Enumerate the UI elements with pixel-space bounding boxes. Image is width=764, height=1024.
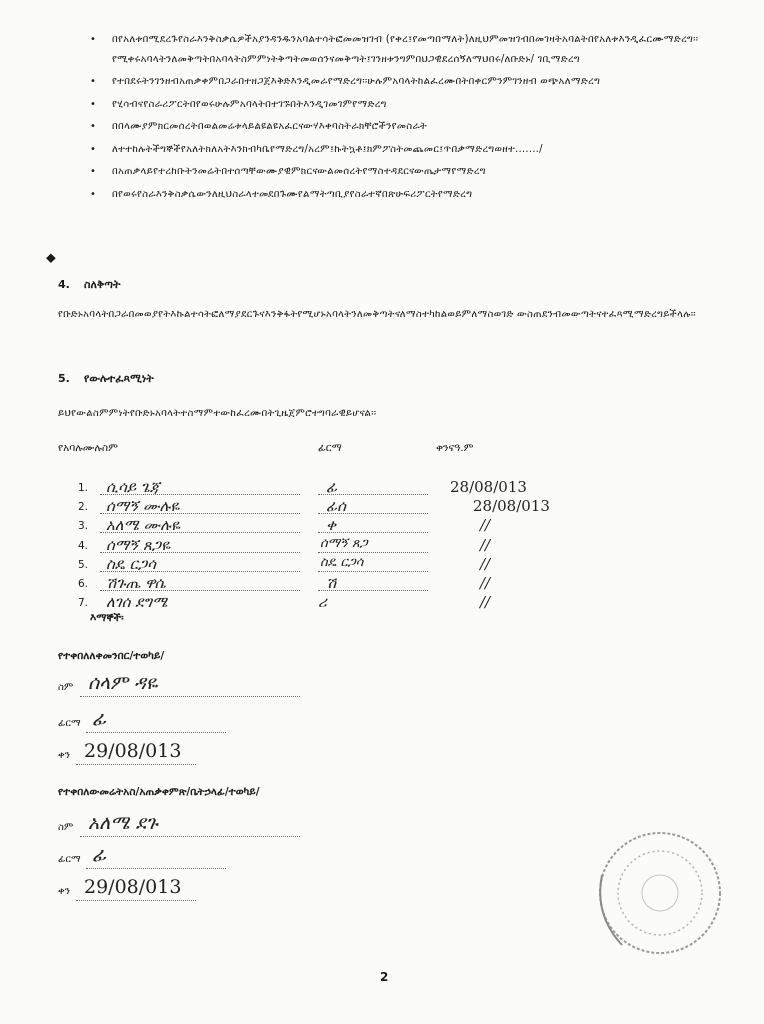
column-header-date: ቀንናዓ.ም	[436, 442, 474, 454]
signature-row: 1. ሲሳይ ጌጃ ፊ 28/08/013	[78, 478, 527, 496]
bullet-item: • የሂሳብናየስራሪፖርትበየወሩሁሉምአባላትበተገኙበትእንዲገመገምየማድረግ	[86, 95, 726, 115]
member-signature: ፊሰ	[326, 497, 346, 515]
member-date: //	[480, 516, 491, 534]
bullet-dot-icon: •	[90, 121, 97, 132]
member-date: //	[480, 593, 491, 611]
bullet-item: • ለተተከሉትችግኞችየአለትክለአትእንክብካቤየማድረግ/አረም፤ኩትኳቶ፤ክምፖስትመጨመር፤ጥበቃማድረግወዘተ......./	[86, 140, 726, 160]
bullet-list	[86, 30, 726, 207]
bullet-dot-icon: •	[90, 34, 97, 45]
margin-mark: ⬥	[46, 250, 56, 266]
member-name: ሽጉጤ ዋሴ	[106, 574, 166, 592]
bullet-item: • በየወሩየስራእንቅስቃሴውንለዚህስራላተመደበጉሙየልማትጣቢያየስራተኛበጽሁፍሪፖርትየማድረግ	[86, 185, 726, 205]
member-name: አለሜ ሙሉዬ	[106, 516, 181, 534]
member-name: ለገሰ ደግሜ	[106, 593, 168, 611]
receiver-kebele-signature-field: ፊርማ ፊ	[58, 712, 358, 736]
column-header-name: የአባሉሙሉስም	[58, 442, 118, 454]
member-signature: ሽ	[326, 574, 337, 592]
member-signature: ፊ	[326, 478, 338, 496]
bullet-dot-icon: •	[90, 143, 97, 155]
member-name: ስዴ ርጋሳ	[106, 555, 156, 573]
bullet-dot-icon: •	[90, 188, 97, 200]
receiver-office-title: የተቀበለውመሬትአስ/አጠቃቀምጽ/ቤትኃላፊ/ተወካይ/	[58, 786, 260, 798]
receiver-kebele-name-field: ስም ሰላም ዳዬ	[58, 676, 358, 700]
member-date: //	[480, 536, 491, 554]
official-stamp-icon	[582, 815, 732, 975]
receiver-office-name-field: ስም አለሜ ደጉ	[58, 816, 358, 840]
member-name: ሰማኝ ጸጋዬ	[106, 536, 171, 554]
signature-row: 2. ሰማኝ ሙሉዬ ፊሰ 28/08/013	[78, 497, 550, 515]
member-date: 28/08/013	[473, 497, 550, 515]
member-signature: ስዴ ርጋሳ	[320, 555, 364, 570]
signature-row: 7. ለገሰ ደግሜ ሪ //	[78, 593, 491, 611]
signature-row: 5. ስዴ ርጋሳ ስዴ ርጋሳ //	[78, 555, 491, 573]
bullet-dot-icon: •	[90, 166, 97, 177]
member-name: ሲሳይ ጌጃ	[106, 478, 160, 496]
section-5-heading: 5. የውሉተፈጻሚነት	[58, 372, 154, 385]
receiver-kebele-date-field: ቀን 29/08/013	[58, 744, 358, 768]
bullet-item: • በአጠቃላይየተረከቡትንመሬትበተሰጣቸውሙያዊምክርናውልመሰረትየማስተዳደርናውጤታማየማድረግ	[86, 162, 726, 182]
section-5-body: ይህየውልስምምነትየቡድኑአባላትተስማምተውከፈረሙበትጊዜጀምሮተግባራዊይሆናል፡፡	[58, 408, 377, 419]
receiver-office-signature-field: ፊርማ ፊ	[58, 848, 358, 872]
witnesses-label: እማኞች፡	[90, 612, 124, 624]
section-4-body: የቡድኑአባላትበጋራበመወያየትእኩልተሳትፎለማያደርጉናእንቅፋትየሚሆኑአባላትንለመቅጣትናለማስተካከልወይምለማስወገድ ውስጠደንብመውጣትናተፈጻሚማድረግይችላሉ፡፡	[58, 309, 696, 320]
member-signature: ሪ	[318, 593, 327, 611]
bullet-item: • በየአለቱበሚደረጉየስራእንቅስቃሴዎችአያንዳንዱንአባልተሳትፎመመዝገብ (የቀረ፤የመጣበማለት)ለዚህምመዝገብበመገዛትአባልትበየአለቱእንዲፈርሙማድረግ፡፡የሚቀሩአባላትንለመቅጣትበአባላትስምምነትቅጣትመወሰንናመቅጣት፤ገንዘቱንግምበህጋዊደረሰኝለማህበሩ/ለቡድኑ/ ገቢማድረግ	[86, 30, 726, 69]
bullet-dot-icon: •	[90, 98, 97, 110]
member-signature: ቀ	[326, 516, 337, 534]
bullet-item: • በበላሙያምክርመሰረትበወልመሬቱላይልዩልዩአፈርናውሃእቀባስትራክቸሮችንየመስራት	[86, 117, 726, 137]
receiver-office-date-field: ቀን 29/08/013	[58, 880, 358, 904]
receiver-kebele-title: የተቀበለለቀመንበር/ተወካይ/	[58, 650, 165, 662]
signature-row: 3. አለሜ ሙሉዬ ቀ //	[78, 516, 491, 534]
member-date: //	[480, 555, 491, 573]
member-date: //	[480, 574, 491, 592]
page-number: 2	[380, 970, 389, 984]
member-name: ሰማኝ ሙሉዬ	[106, 497, 180, 515]
member-date: 28/08/013	[450, 478, 527, 496]
section-4-heading: 4. ስለቅጣት	[58, 278, 121, 291]
bullet-dot-icon: •	[90, 76, 97, 87]
member-signature: ሰማኝ ጸጋ	[320, 536, 368, 551]
signature-row: 4. ሰማኝ ጸጋዬ ሰማኝ ጸጋ //	[78, 536, 491, 554]
signature-row: 6. ሽጉጤ ዋሴ ሽ //	[78, 574, 491, 592]
bullet-item: • የተበደሩትንገንዘብአጠቃቀምበጋራበተዘጋጀእቅድእንዲመራየማድረግ፡፡ሁሉምአባላትከልፈረሙበትበቀርምንምገንዘብ ወጭአለማድረግ	[86, 72, 726, 92]
column-header-signature: ፊርማ	[318, 442, 342, 454]
